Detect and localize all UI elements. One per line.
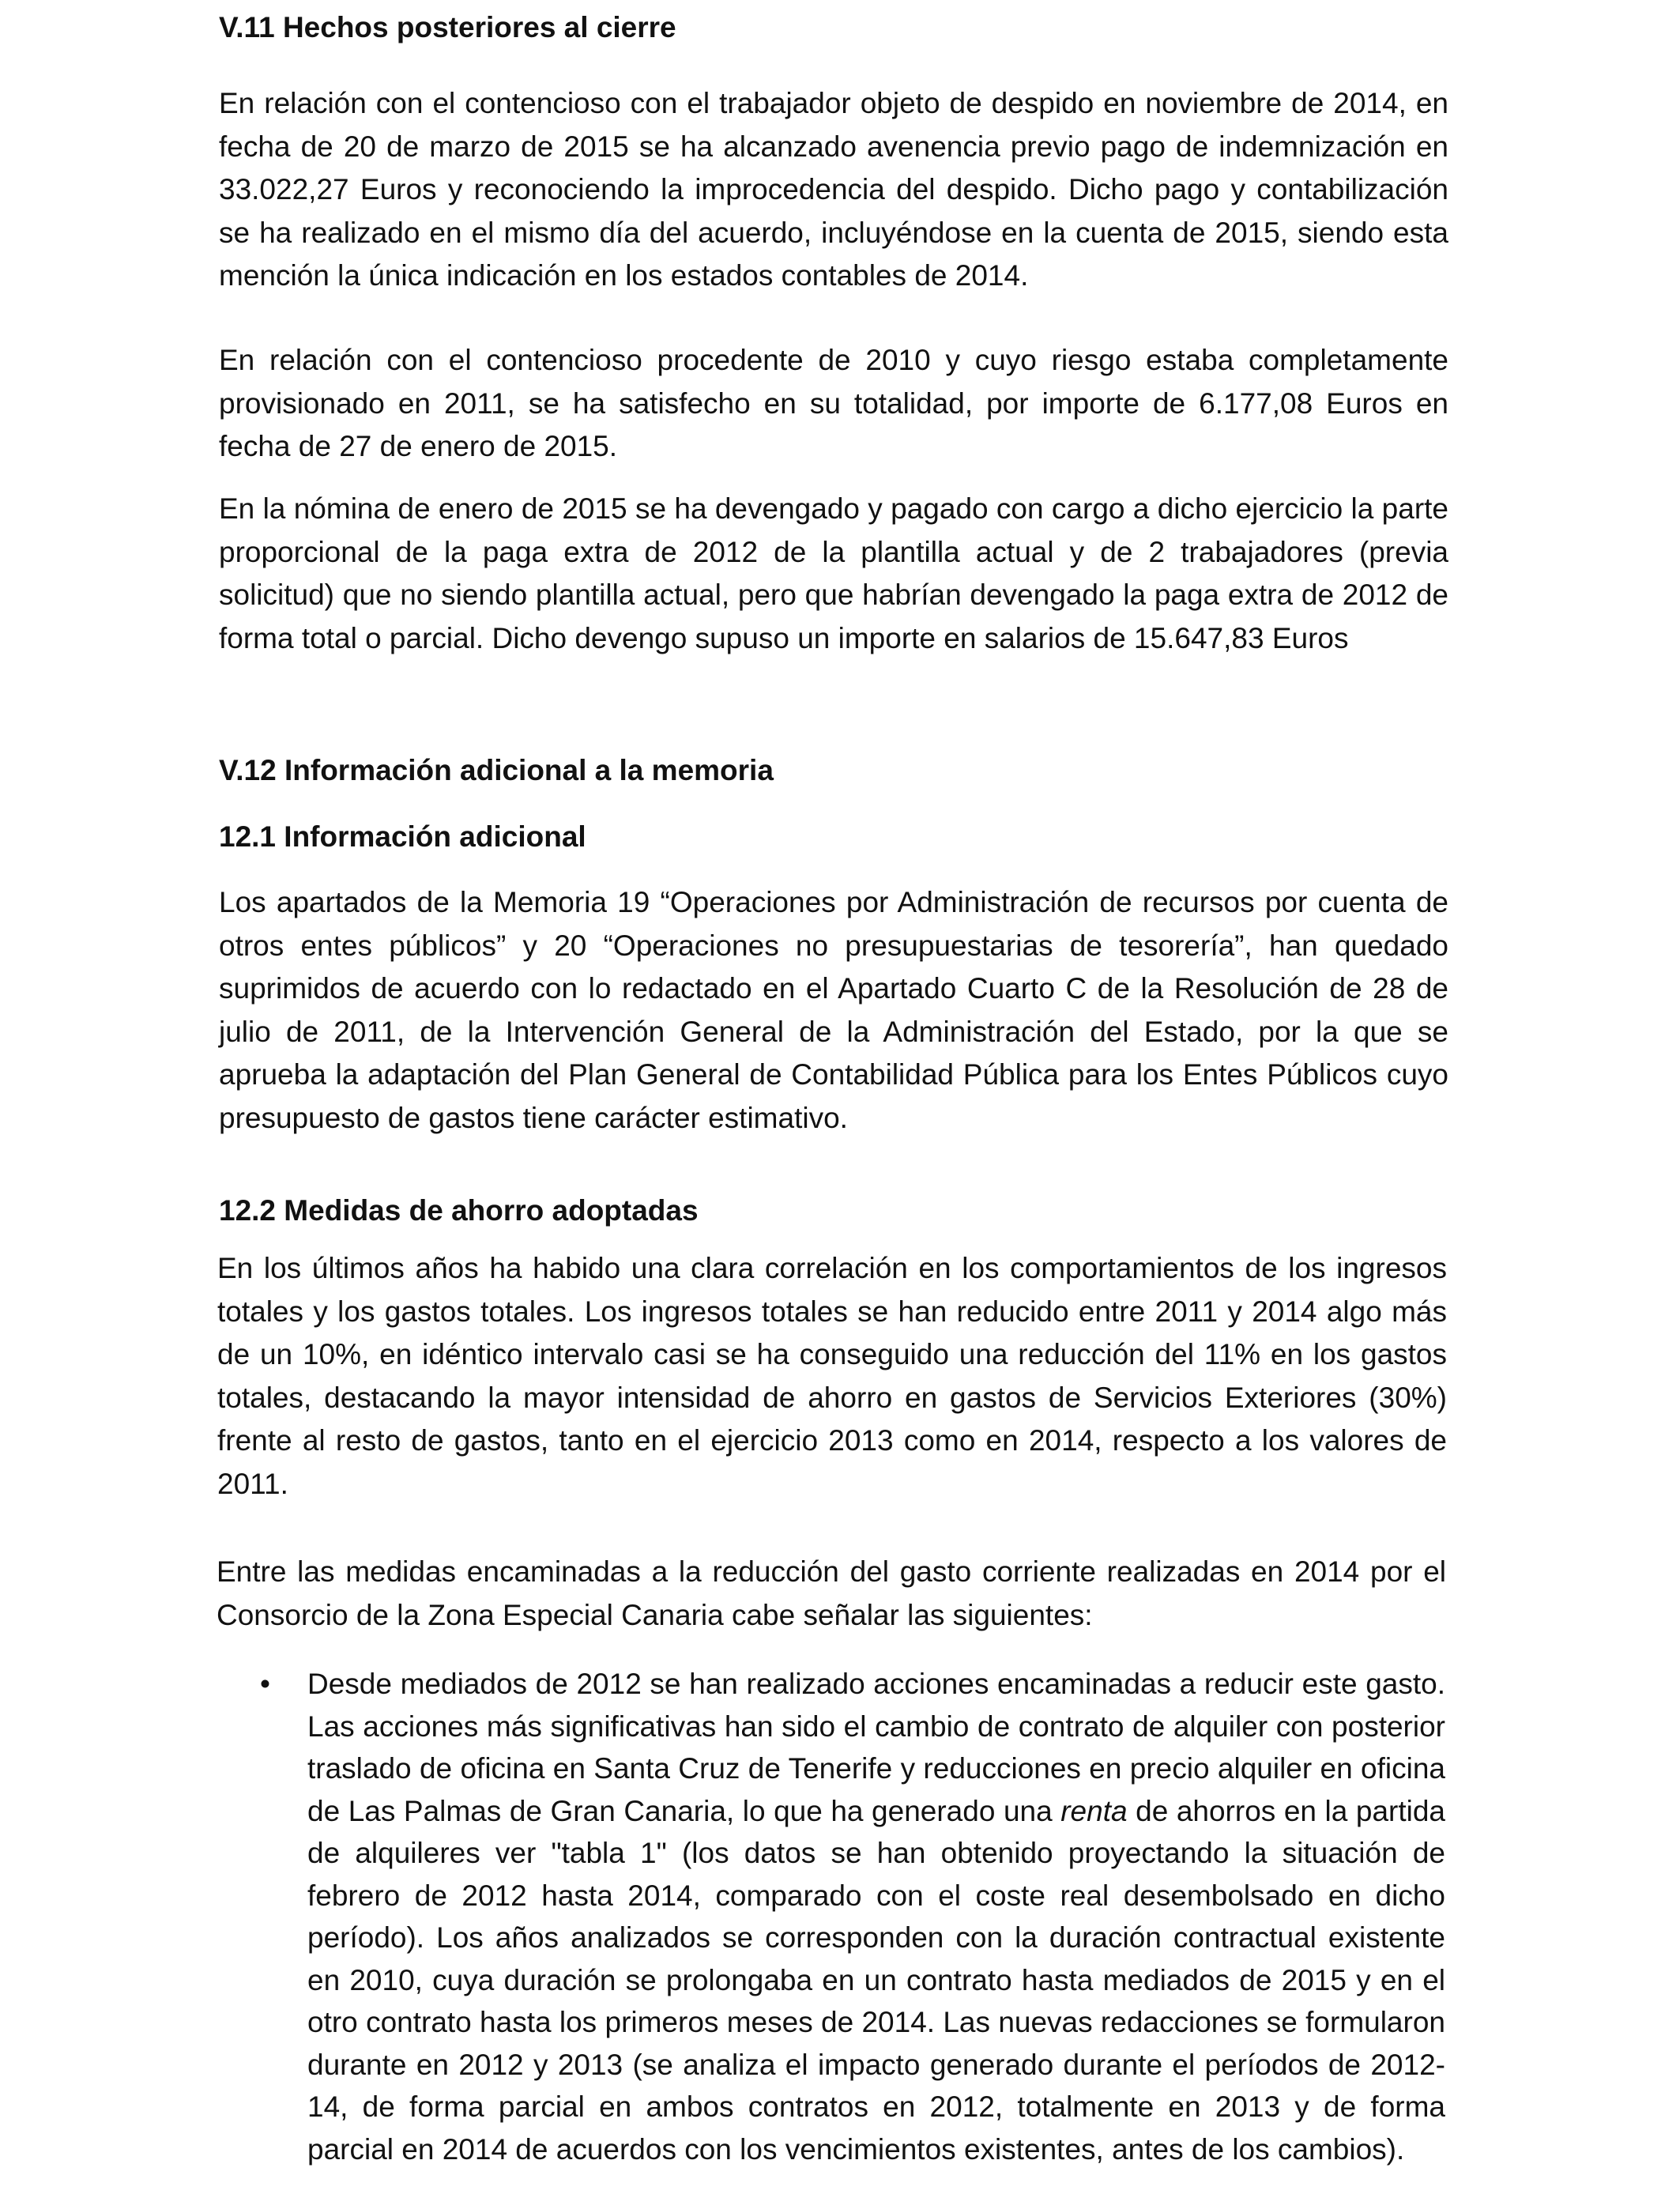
paragraph-v11-3: En la nómina de enero de 2015 se ha devengado y pagado con cargo a dicho ejercicio la parte proporcional de la paga extra de 2012 de la plantilla actual y de 2 trabajadores (previa solicitud) que no siendo plantilla actual, pero que habrían devengado la paga extra de 2012 de forma total o parcial. Dicho devengo supuso un importe en salarios de 15.647,83 Euros: [219, 492, 1448, 654]
bullet-item-1-emphasis: renta: [1060, 1794, 1128, 1827]
heading-v12: V.12 Información adicional a la memoria: [219, 754, 774, 786]
bullet-marker: •: [260, 1668, 270, 1700]
bullet-item-1-text-b: de ahorros en la partida de alquileres ver "tabla 1" (los datos se han obtenido proyectando la situación de febrero de 2012 hasta 2014, comparado con el coste real desembolsado en dicho período). Los años analizados se corresponden con la duración contractual existente en 2010, cuya duración se prolongaba en un contrato hasta mediados de 2015 y en el otro contrato hasta los primeros meses de 2014. Las nuevas redacciones se formularon durante en 2012 y 2013 (se analiza el impacto generado durante el períodos de 2012-14, de forma parcial en ambos contratos en 2012, totalmente en 2013 y de forma parcial en 2014 de acuerdos con los vencimientos existentes, antes de los cambios).: [307, 1794, 1445, 2166]
bullet-item-1-text-a: Desde mediados de 2012 se han realizado acciones encaminadas a reducir este gasto. Las acciones más significativas han sido el cambio de contrato de alquiler con posterior traslado de oficina en Santa Cruz de Tenerife y reducciones en precio alquiler en oficina de Las Palmas de Gran Canaria, lo que ha generado una: [307, 1668, 1445, 1827]
paragraph-12-1: Los apartados de la Memoria 19 “Operaciones por Administración de recursos por cuenta de otros entes públicos” y 20 “Operaciones no presupuestarias de tesorería”, han quedado suprimidos de acuerdo con lo redactado en el Apartado Cuarto C de la Resolución de 28 de julio de 2011, de la Intervención General de la Administración del Estado, por la que se aprueba la adaptación del Plan General de Contabilidad Pública para los Entes Públicos cuyo presupuesto de gastos tiene carácter estimativo.: [219, 886, 1448, 1134]
bullet-item-1: [307, 1663, 1445, 2170]
heading-12-1: 12.1 Información adicional: [219, 820, 586, 853]
paragraph-12-2-2: Entre las medidas encaminadas a la reducción del gasto corriente realizadas en 2014 por el Consorcio de la Zona Especial Canaria cabe señalar las siguientes:: [217, 1555, 1446, 1631]
heading-v11: V.11 Hechos posteriores al cierre: [219, 11, 676, 43]
paragraph-v11-2: En relación con el contencioso procedente de 2010 y cuyo riesgo estaba completamente provisionado en 2011, se ha satisfecho en su totalidad, por importe de 6.177,08 Euros en fecha de 27 de enero de 2015.: [219, 344, 1448, 462]
heading-12-2: 12.2 Medidas de ahorro adoptadas: [219, 1194, 699, 1227]
paragraph-12-2-1: En los últimos años ha habido una clara correlación en los comportamientos de los ingresos totales y los gastos totales. Los ingresos totales se han reducido entre 2011 y 2014 algo más de un 10%, en idéntico intervalo casi se ha conseguido una reducción del 11% en los gastos totales, destacando la mayor intensidad de ahorro en gastos de Servicios Exteriores (30%) frente al resto de gastos, tanto en el ejercicio 2013 como en 2014, respecto a los valores de 2011.: [217, 1252, 1447, 1500]
paragraph-v11-1: En relación con el contencioso con el trabajador objeto de despido en noviembre de 2014, en fecha de 20 de marzo de 2015 se ha alcanzado avenencia previo pago de indemnización en 33.022,27 Euros y reconociendo la improcedencia del despido. Dicho pago y contabilización se ha realizado en el mismo día del acuerdo, incluyéndose en la cuenta de 2015, siendo esta mención la única indicación en los estados contables de 2014.: [219, 87, 1448, 292]
